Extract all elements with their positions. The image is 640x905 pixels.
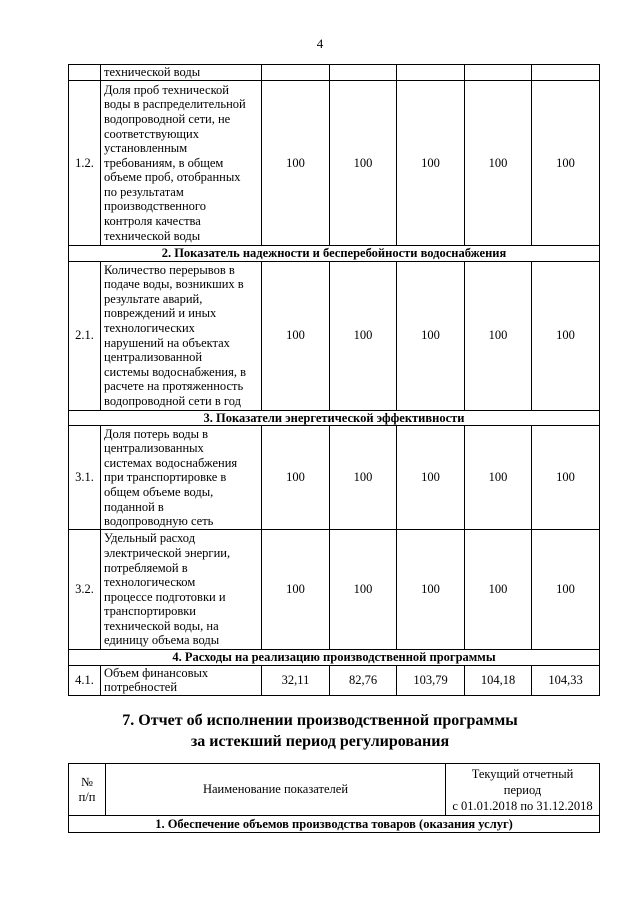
indicator-name [101,81,262,246]
indicator-value: 100 [465,81,532,246]
section-title: 3. Показатели энергетической эффективности [69,410,600,426]
section-row [69,650,600,666]
current-period-column-header [446,764,600,816]
current-period-header-line: с 01.01.2018 по 31.12.2018 [452,798,593,813]
indicator-name [101,261,262,410]
indicator-name-line: общем объеме воды, [104,484,214,499]
indicator-name-line: технологических [104,321,195,335]
page-number: 4 [316,36,324,51]
indicator-name-line: технической воды [104,228,201,243]
indicator-value: 104,18 [465,665,532,695]
section-heading-line-1: 7. Отчет об исполнении производственной программы [122,712,518,729]
indicator-name-line: единицу объема воды [104,633,220,648]
indicator-value [330,65,397,81]
indicator-value: 100 [397,426,465,530]
indicator-name-line: объеме проб, отобранных [104,170,241,185]
section-heading [0,710,640,752]
indicator-name [101,426,262,530]
indicator-name-line: водопроводной сети, не [104,111,231,126]
indicator-name-line: водопроводную сеть [104,514,214,529]
indicator-value: 100 [330,426,397,530]
indicator-value: 32,11 [262,665,330,695]
indicator-value: 104,33 [532,665,600,695]
row-number: 3.2. [69,530,101,650]
indicator-name-line: технической воды [104,65,201,80]
row-number: 3.1. [69,426,101,530]
indicator-name-line: электрической энергии, [104,545,231,560]
report-table [68,763,600,833]
indicator-value: 100 [532,81,600,246]
indicator-name-line: Удельный расход [104,531,196,546]
indicator-row [69,65,600,81]
indicator-name-line: подаче воды, возникших в [104,277,244,292]
report-section-title: 1. Обеспечение объемов производства товаров (оказания услуг) [69,816,600,833]
indicator-name-line: потребностей [104,680,178,695]
section-row [69,246,600,262]
number-header-line: № [81,774,93,789]
indicator-value: 100 [330,81,397,246]
indicator-value: 100 [532,530,600,650]
indicator-name-line: воды в распределительной [104,97,246,112]
indicator-value: 100 [330,530,397,650]
current-period-header-line: период [503,782,542,797]
row-number: 2.1. [69,261,101,410]
section-title: 4. Расходы на реализацию производственной программы [69,650,600,666]
indicator-row [69,530,600,650]
section-title: 2. Показатель надежности и бесперебойности водоснабжения [69,246,600,262]
row-number: 4.1. [69,665,101,695]
section-row [69,410,600,426]
indicator-value [397,65,465,81]
indicator-value: 103,79 [397,665,465,695]
indicators-table [68,64,600,696]
indicator-name-line: централизованных [104,441,204,456]
indicator-value: 100 [330,261,397,410]
indicator-row [69,261,600,410]
indicator-row [69,426,600,530]
current-period-header-line: Текущий отчетный [471,766,574,781]
indicator-name-line: расчете на протяженность [104,379,244,394]
indicator-name-line: потребляемой в [104,560,188,575]
indicator-name-line: производственного [104,199,206,214]
number-header-line: п/п [78,789,96,804]
indicator-value: 100 [262,530,330,650]
indicator-name-line: Количество перерывов в [104,262,235,277]
indicator-name [101,65,262,81]
indicator-name-line: транспортировки [104,604,196,619]
indicator-name-line: централизованной [104,350,203,365]
row-number [69,65,101,81]
indicators-table-body [69,65,600,696]
indicator-name-line: Объем финансовых [104,665,209,680]
indicator-value: 100 [465,261,532,410]
indicator-name-line: системы водоснабжения, в [104,364,246,379]
report-section-row [69,816,600,833]
indicator-value: 82,76 [330,665,397,695]
indicator-name [101,665,262,695]
indicator-name-line: повреждений и иных [104,306,217,321]
indicator-value [532,65,600,81]
section-heading-line-2: за истекший период регулирования [190,733,450,750]
row-number: 1.2. [69,81,101,246]
indicator-name-line: по результатам [104,184,184,199]
indicator-name-line: процессе подготовки и [104,589,226,604]
indicator-name-line: результате аварий, [104,291,203,306]
indicator-value: 100 [465,426,532,530]
indicator-name-line: Доля потерь воды в [104,426,209,441]
indicator-name-line: установленным [104,141,188,156]
indicator-value: 100 [532,426,600,530]
indicator-name-line: Доля проб технической [104,82,229,97]
indicator-name-line: соответствующих [104,126,199,141]
indicator-row [69,81,600,246]
indicator-value: 100 [262,426,330,530]
indicator-value: 100 [532,261,600,410]
indicator-value: 100 [262,261,330,410]
indicator-name-line: требованиям, в общем [104,155,224,170]
number-column-header [69,764,106,816]
indicator-name-line: системах водоснабжения [104,455,238,470]
indicator-name-line: технической воды, на [104,618,219,633]
indicator-name-line: технологическом [104,575,196,590]
indicator-name [101,530,262,650]
indicator-value [262,65,330,81]
indicator-name-line: нарушений на объектах [104,335,230,350]
indicator-value: 100 [262,81,330,246]
indicator-value [465,65,532,81]
indicator-name-line: водопроводной сети в год [104,393,241,408]
indicator-name-line: при транспортировке в [104,470,227,485]
indicator-name-line: поданной в [104,499,164,514]
name-column-header: Наименование показателей [106,764,446,816]
indicator-name-line: контроля качества [104,214,201,229]
report-table-header-row [69,764,600,816]
indicator-value: 100 [397,81,465,246]
indicator-row [69,665,600,695]
indicator-value: 100 [397,261,465,410]
indicator-value: 100 [397,530,465,650]
indicator-value: 100 [465,530,532,650]
